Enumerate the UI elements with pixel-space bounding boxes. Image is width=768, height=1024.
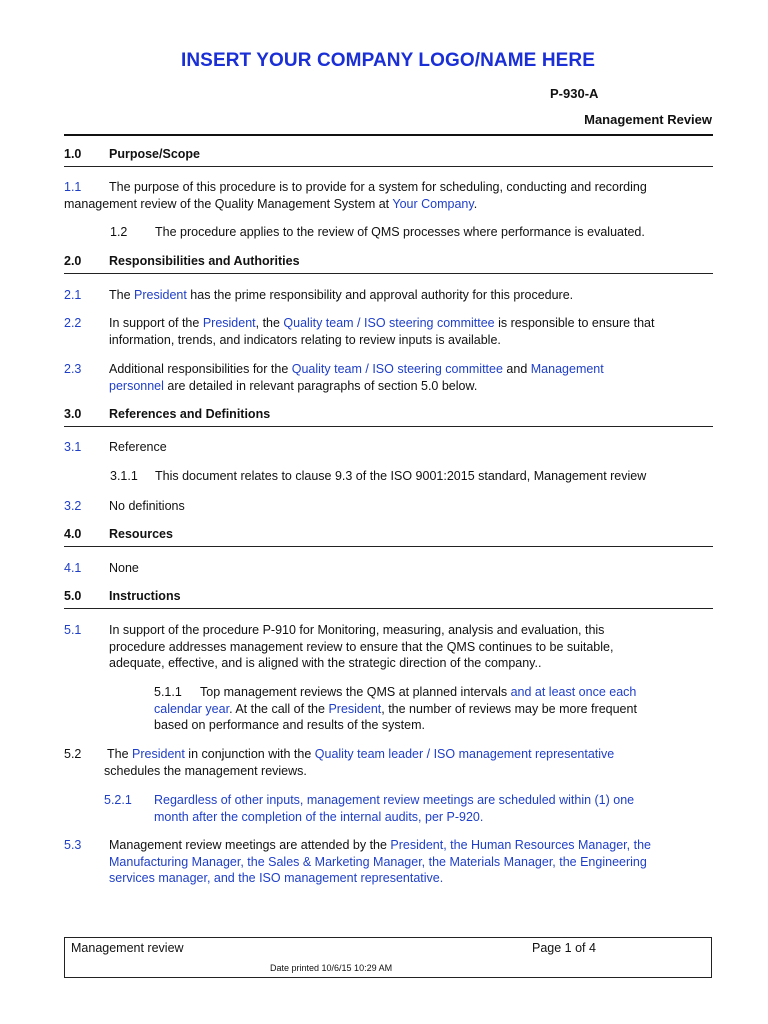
paragraph-2-2: 2.2 In support of the President, the Quality team / ISO steering committee is responsible to ensure that information, trends, and indicators relating to review inputs is available. <box>64 316 655 347</box>
footer-page-number: Page 1 of 4 <box>532 941 596 955</box>
paragraph-5-1-1: 5.1.1 Top management reviews the QMS at planned intervals and at least once each calendar year. At the call of the President, the number of reviews may be more frequent based on performance and results of the system. <box>154 685 637 732</box>
paragraph-4-1: 4.1 None <box>64 561 139 575</box>
paragraph-5-2-1: 5.2.1 Regardless of other inputs, management review meetings are scheduled within (1) one month after the completion of the internal audits, per P-920. <box>104 793 635 824</box>
footer-document-name: Management review <box>71 941 184 955</box>
section-divider <box>64 608 713 609</box>
paragraph-5-3: 5.3 Management review meetings are attended by the President, the Human Resources Manager, the Manufacturing Manager, the Sales & Marketing Manager, the Materials Manager, the Engineering services manager, and the ISO management representative. <box>64 838 651 885</box>
section-divider <box>64 273 713 274</box>
paragraph-2-3: 2.3 Additional responsibilities for the Quality team / ISO steering committee and Management personnel are detailed in relevant paragraphs of section 5.0 below. <box>64 362 604 393</box>
section-heading-instructions: 5.0 Instructions <box>64 589 181 603</box>
paragraph-3-2: 3.2 No definitions <box>64 499 185 513</box>
section-heading-responsibilities: 2.0 Responsibilities and Authorities <box>64 254 300 268</box>
header-divider <box>64 134 713 136</box>
paragraph-5-2: 5.2 The President in conjunction with the Quality team leader / ISO management representative schedules the management reviews. <box>64 747 615 778</box>
section-heading-purpose: 1.0 Purpose/Scope <box>64 147 200 161</box>
paragraph-1-2: 1.2 The procedure applies to the review of QMS processes where performance is evaluated. <box>110 225 645 239</box>
paragraph-2-1: 2.1 The President has the prime responsibility and approval authority for this procedure. <box>64 288 574 302</box>
document-number: P-930-A <box>550 86 599 101</box>
section-heading-references: 3.0 References and Definitions <box>64 407 271 421</box>
paragraph-5-1: 5.1 In support of the procedure P-910 for Monitoring, measuring, analysis and evaluation, this procedure addresses management review to ensure that the QMS continues to be suitable, adequate, effective, and is aligned with the strategic direction of the company.. <box>64 623 614 670</box>
footer-date-printed: Date printed 10/6/15 10:29 AM <box>270 963 393 973</box>
paragraph-1-1: 1.1 The purpose of this procedure is to provide for a system for scheduling, conducting and recording management review of the Quality Management System at Your Company. <box>64 180 647 211</box>
company-logo-placeholder: INSERT YOUR COMPANY LOGO/NAME HERE <box>180 50 596 71</box>
section-divider <box>64 166 713 167</box>
section-divider <box>64 426 713 427</box>
document-title: Management Review <box>584 112 712 127</box>
section-heading-resources: 4.0 Resources <box>64 527 173 541</box>
paragraph-3-1: 3.1 Reference <box>64 440 167 454</box>
section-divider <box>64 546 713 547</box>
paragraph-3-1-1: 3.1.1 This document relates to clause 9.3 of the ISO 9001:2015 standard, Management review <box>110 469 647 483</box>
page-footer <box>64 937 712 978</box>
